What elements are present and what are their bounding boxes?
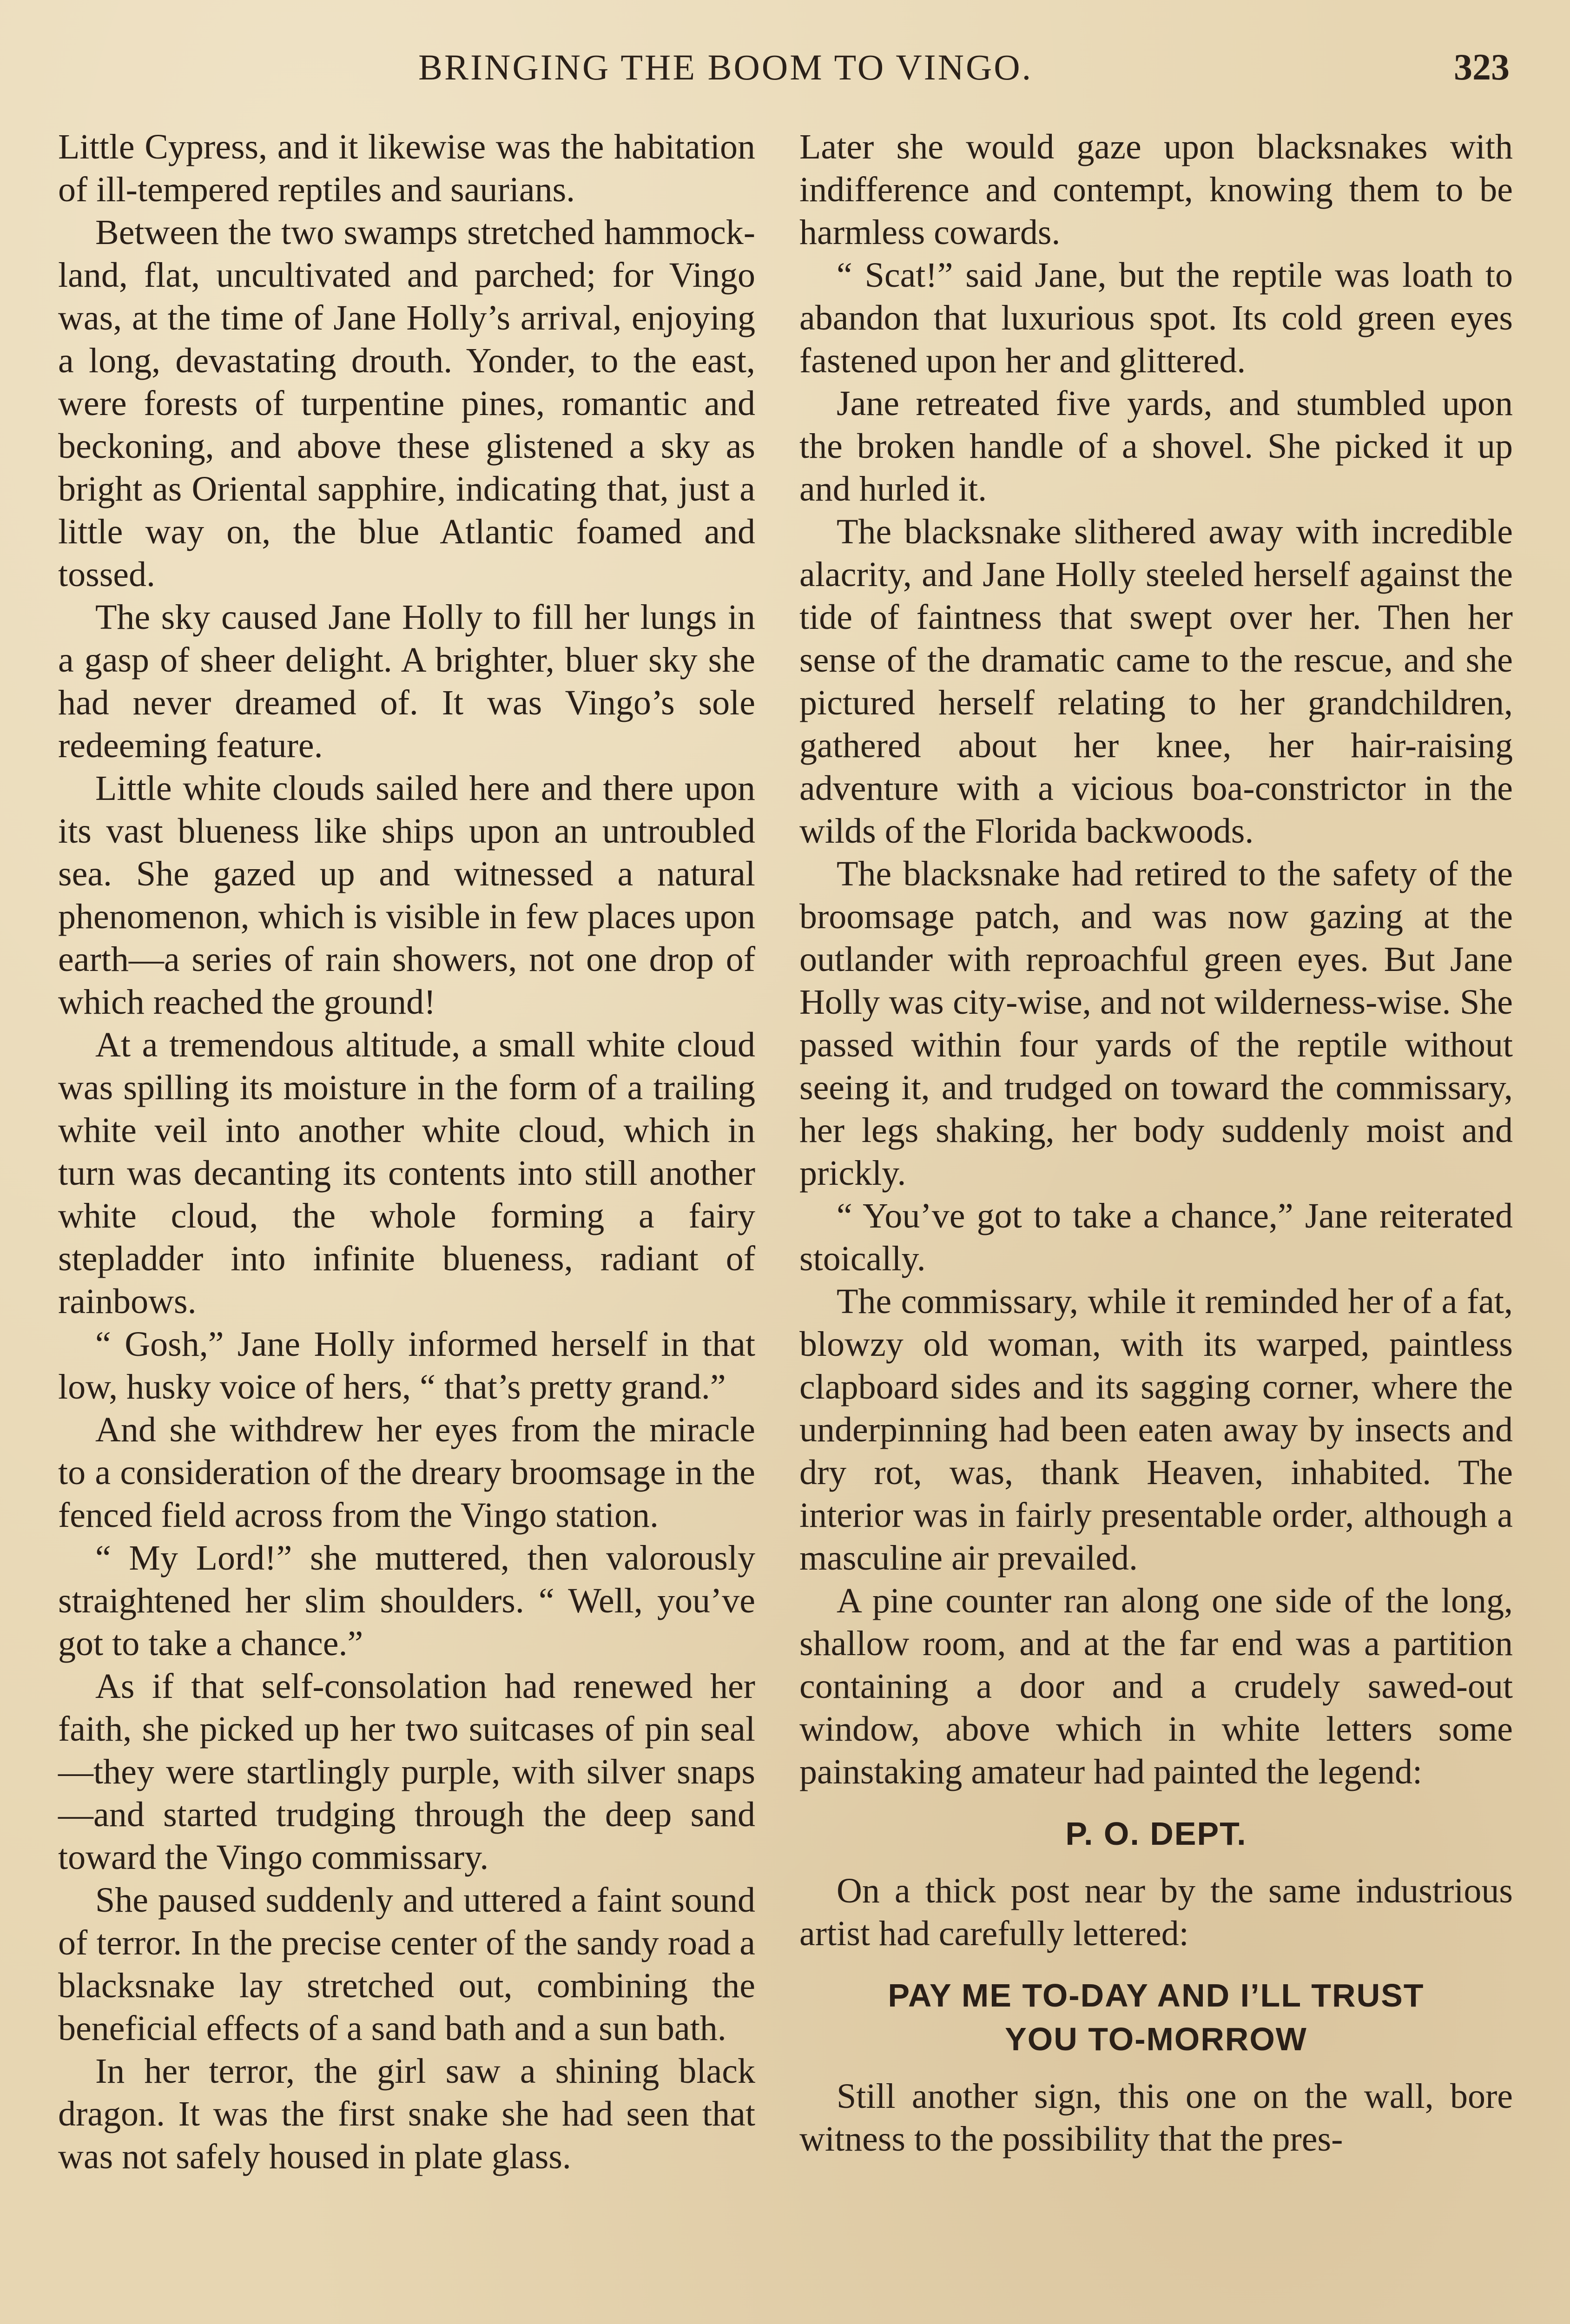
paragraph: The sky caused Jane Holly to fill her lungs in a gasp of sheer delight. A brighter, bluer sky she had never dreamed of. It was Vingo’s sole redeeming feature. xyxy=(58,598,755,765)
paragraph: Still another sign, this one on the wall, bore witness to the possibility that the pres- xyxy=(799,2077,1513,2159)
paragraph: “ My Lord!” she muttered, then valorously straightened her slim shoulders. “ Well, you’ve got to take a chance.” xyxy=(58,1538,755,1663)
right-column xyxy=(799,125,1513,2160)
paragraph: Between the two swamps stretched hammock-land, flat, uncultivated and parched; for Vingo was, at the time of Jane Holly’s arrival, enjoying a long, devastating drouth. Yonder, to the east, were forests of turpentine pines, romantic and beckoning, and above these glistened a sky as bright as Oriental sapphire, indicating that, just a little way on, the blue Atlantic foamed and tossed. xyxy=(58,213,755,594)
left-column xyxy=(58,125,755,2178)
paragraph: The blacksnake had retired to the safety of the broomsage patch, and was now gazing at the outlander with reproachful green eyes. But Jane Holly was city-wise, and not wilderness-wise. She passed within four yards of the reptile without seeing it, and trudged on toward the commissary, her legs shaking, her body suddenly moist and prickly. xyxy=(799,854,1513,1193)
paragraph: Little Cypress, and it likewise was the habitation of ill-tempered reptiles and saurians. xyxy=(58,127,755,209)
paragraph: A pine counter ran along one side of the long, shallow room, and at the far end was a partition containing a door and a crudely sawed-out window, above which in white letters some painstaking amateur had painted the legend: xyxy=(799,1581,1513,1791)
paragraph: As if that self-consolation had renewed her faith, she picked up her two suitcases of pin seal—they were startlingly purple, with silver snaps—and started trudging through the deep sand toward the Vingo commissary. xyxy=(58,1667,755,1877)
paragraph: Later she would gaze upon blacksnakes with indifference and contempt, knowing them to be harmless cowards. xyxy=(799,127,1513,252)
paragraph: On a thick post near by the same industrious artist had carefully lettered: xyxy=(799,1871,1513,1953)
paragraph: And she withdrew her eyes from the miracle to a consideration of the dreary broomsage in the fenced field across from the Vingo station. xyxy=(58,1410,755,1535)
paragraph: She paused suddenly and uttered a faint sound of terror. In the precise center of the sandy road a blacksnake lay stretched out, combining the beneficial effects of a sand bath and a sun bath. xyxy=(58,1881,755,2048)
sign-line: YOU TO-MORROW xyxy=(1005,2021,1307,2057)
page-number: 323 xyxy=(1454,47,1510,88)
paragraph: “ You’ve got to take a chance,” Jane reiterated stoically. xyxy=(799,1196,1513,1278)
sign-pay-me-today xyxy=(799,1974,1513,2061)
paragraph: At a tremendous altitude, a small white cloud was spilling its moisture in the form of a trailing white veil into another white cloud, which in turn was decanting its contents into still another white cloud, the whole forming a fairy stepladder into infinite blueness, radiant of rainbows. xyxy=(58,1025,755,1321)
sign-po-dept: P. O. DEPT. xyxy=(1065,1816,1247,1852)
paragraph: Little white clouds sailed here and there upon its vast blueness like ships upon an untroubled sea. She gazed up and witnessed a natural phenomenon, which is visible in few places upon earth—a series of rain showers, not one drop of which reached the ground! xyxy=(58,769,755,1022)
paragraph: The blacksnake slithered away with incredible alacrity, and Jane Holly steeled herself against the tide of faintness that swept over her. Then her sense of the dramatic came to the rescue, and she pictured herself relating to her grandchildren, gathered about her knee, her hair-raising adventure with a vicious boa-constrictor in the wilds of the Florida backwoods. xyxy=(799,512,1513,851)
paragraph: In her terror, the girl saw a shining black dragon. It was the first snake she had seen that was not safely housed in plate glass. xyxy=(58,2052,755,2176)
paragraph: “ Gosh,” Jane Holly informed herself in that low, husky voice of hers, “ that’s pretty grand.” xyxy=(58,1325,755,1406)
paragraph: “ Scat!” said Jane, but the reptile was loath to abandon that luxurious spot. Its cold green eyes fastened upon her and glittered. xyxy=(799,256,1513,380)
sign-line: PAY ME TO-DAY AND I’LL TRUST xyxy=(888,1977,1425,2014)
running-head-title: BRINGING THE BOOM TO VINGO. xyxy=(418,47,1033,87)
paragraph: The commissary, while it reminded her of a fat, blowzy old woman, with its warped, paintless clapboard sides and its sagging corner, where the underpinning had been eaten away by insects and dry rot, was, thank Heaven, inhabited. The interior was in fairly presentable order, although a masculine air prevailed. xyxy=(799,1282,1513,1578)
paragraph: Jane retreated five yards, and stumbled upon the broken handle of a shovel. She picked it up and hurled it. xyxy=(799,384,1513,508)
